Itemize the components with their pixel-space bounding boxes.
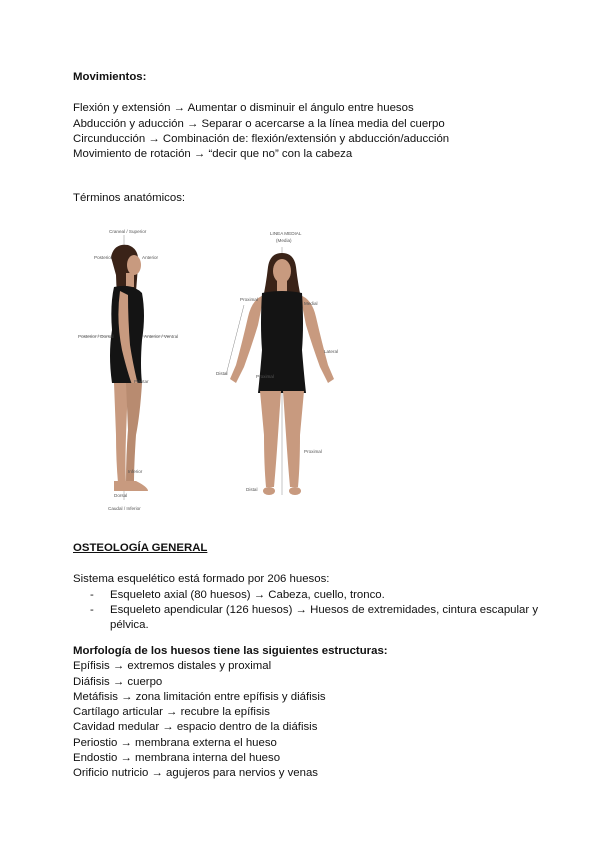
front-leg-left <box>283 391 304 487</box>
front-label-proximal-knee: Proximal <box>304 449 322 454</box>
movimientos-heading: Movimientos: <box>73 71 147 83</box>
front-label-top1: LINEA MEDIAL <box>270 231 302 236</box>
side-label-anterior: Anterior <box>142 255 159 260</box>
side-label-posterior: Posterior <box>94 255 113 260</box>
morfologia-line: Cartílago articular → recubre la epífisis <box>73 706 270 719</box>
front-label-distal: Distal <box>216 371 228 376</box>
front-label-proximal-leg: Proximal <box>256 374 274 379</box>
terminos-section <box>73 191 543 206</box>
side-label-bottom: Caudal / Inferior <box>108 506 141 511</box>
side-label-inferior: Inferior <box>128 469 143 474</box>
front-foot-left <box>289 487 301 495</box>
front-foot-right <box>263 487 275 495</box>
front-label-top2: (Media) <box>276 238 292 243</box>
morfologia-line: Epífisis → extremos distales y proximal <box>73 660 272 673</box>
side-label-foot: Dorsal <box>114 493 128 498</box>
front-label-lateral: Lateral <box>324 349 339 354</box>
osteologia-section <box>73 541 543 633</box>
terminos-heading: Términos anatómicos: <box>73 192 186 204</box>
morfologia-line: Periostio → membrana externa el hueso <box>73 736 277 749</box>
movimientos-section <box>73 70 543 162</box>
osteologia-list <box>73 588 543 634</box>
side-leg-back <box>114 383 128 483</box>
front-label-medial: Medial <box>304 301 318 306</box>
movimientos-line: Circunducción → Combinación de: flexión/extensión y abducción/aducción <box>73 132 450 145</box>
morfologia-line: Cavidad medular → espacio dentro de la diáfisis <box>73 721 318 734</box>
anatomical-figure-svg <box>76 225 366 515</box>
front-view-figure <box>216 231 338 495</box>
front-label-distal-leg: Distal <box>246 487 258 492</box>
osteologia-title: OSTEOLOGÍA GENERAL <box>73 542 208 554</box>
side-label-ventral: Anterior / Ventral <box>144 334 179 339</box>
side-label-top: Craneal / Superior <box>109 229 147 234</box>
front-arm-left <box>300 295 334 383</box>
side-leg-front <box>126 383 142 483</box>
front-head <box>273 259 291 283</box>
osteologia-list-item: - Esqueleto axial (80 huesos) → Cabeza, cuello, tronco. <box>73 588 543 603</box>
morfologia-line: Orificio nutricio → agujeros para nervios y venas <box>73 767 319 780</box>
movimientos-line: Abducción y aducción → Separar o acercarse a la línea media del cuerpo <box>73 117 445 130</box>
front-leg-right <box>260 391 281 487</box>
morfologia-section <box>73 644 543 782</box>
side-head <box>127 255 141 275</box>
morfologia-line: Endostio → membrana interna del hueso <box>73 752 281 765</box>
front-label-proximal: Proximal <box>240 297 258 302</box>
morfologia-line: Diáfisis → cuerpo <box>73 675 163 688</box>
osteologia-intro: Sistema esquelético está formado por 206 huesos: <box>73 573 330 586</box>
side-feet <box>114 481 148 491</box>
side-neck <box>126 273 134 287</box>
anatomical-terms-figure <box>76 225 366 515</box>
morfologia-line: Metáfisis → zona limitación entre epífisis y diáfisis <box>73 690 326 703</box>
osteologia-list-item: - Esqueleto apendicular (126 huesos) → Huesos de extremidades, cintura escapular y pélvica. <box>73 603 543 634</box>
movimientos-line: Flexión y extensión → Aumentar o disminuir el ángulo entre huesos <box>73 102 414 115</box>
morfologia-heading: Morfología de los huesos tiene las siguientes estructuras: <box>73 645 388 657</box>
side-view-figure <box>78 229 178 511</box>
side-label-plantar: Plantar <box>134 379 149 384</box>
side-label-dorsal: Posterior / Dorsal <box>78 334 114 339</box>
movimientos-line: Movimiento de rotación → “decir que no” con la cabeza <box>73 148 353 161</box>
